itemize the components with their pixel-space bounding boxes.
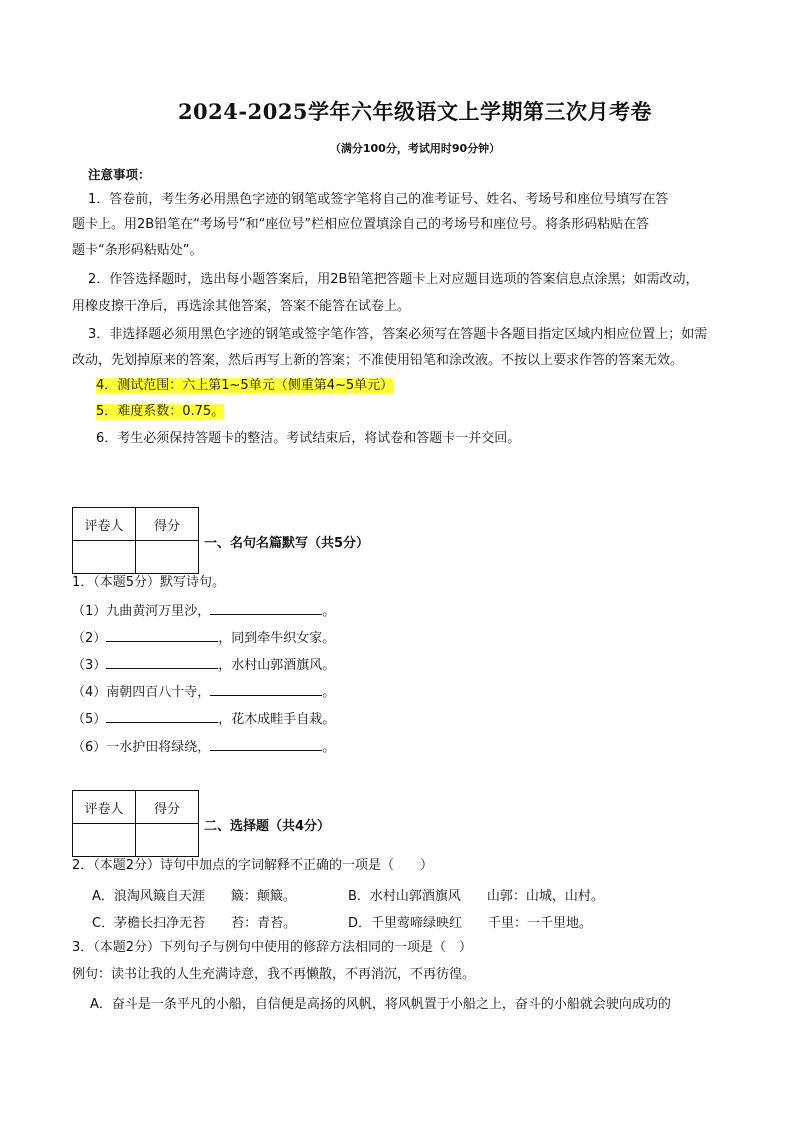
- q1-item-1: （1）九曲黄河万里沙， 。: [72, 604, 336, 619]
- notice-p4-highlight: 4．测试范围：六上第1~5单元（侧重第4~5单元）: [96, 378, 394, 393]
- grader-cell-2: 评卷人: [73, 791, 136, 824]
- q2-option-a[interactable]: A．浪淘风簸自天涯 簸：颠簸。: [92, 889, 296, 904]
- notice-p3-line2: 改动，先划掉原来的答案，然后再写上新的答案；不准使用铅笔和涂改液。不按以上要求作答的答案无效。: [72, 353, 684, 368]
- notice-p6: 6．考生必须保持答题卡的整洁。考试结束后，将试卷和答题卡一并交回。: [96, 431, 521, 446]
- section1-title: 一、名句名篇默写（共5分）: [204, 536, 370, 551]
- q3-option-a[interactable]: A．奋斗是一条平凡的小船，自信便是高扬的风帆，将风帆置于小船之上，奋斗的小船就会驶向成功的: [90, 997, 671, 1012]
- q1-item-3: （3） ，水村山郭酒旗风。: [72, 658, 336, 673]
- notice-p1-line3: 题卡“条形码粘贴处”。: [72, 243, 203, 258]
- notice-p2-line1: 2．作答选择题时，选出每小题答案后，用2B铅笔把答题卡上对应题目选项的答案信息点涂黑；如需改动，: [88, 272, 699, 287]
- answer-blank[interactable]: [106, 629, 218, 642]
- q1-item-5: （5） ，花木成畦手自栽。: [72, 712, 336, 727]
- q1-item-2: （2） ，同到牵牛织女家。: [72, 631, 336, 646]
- notice-p4: [96, 377, 393, 395]
- q2-option-b[interactable]: B．水村山郭酒旗风 山郭：山城，山村。: [348, 889, 604, 904]
- notice-p1-line2: 题卡上。用2B铅笔在“考场号”和“座位号”栏相应位置填涂自己的考场号和座位号。将条形码粘贴在答: [72, 217, 650, 232]
- q1-item-4: （4）南朝四百八十寺， 。: [72, 685, 336, 700]
- q3-example: 例句：读书让我的人生充满诗意，我不再懒散，不再消沉，不再彷徨。: [72, 967, 476, 982]
- q1-stem: 1．（本题5分）默写诗句。: [72, 575, 226, 590]
- score-box-1: [72, 507, 199, 574]
- score-blank-1: [136, 541, 199, 574]
- notice-label: 注意事项：: [88, 167, 151, 182]
- q2-option-d[interactable]: D．千里莺啼绿映红 千里：一千里地。: [348, 916, 593, 931]
- score-cell-1: 得分: [136, 508, 199, 541]
- grader-blank-2: [73, 824, 136, 857]
- q2-option-c[interactable]: C．茅檐长扫净无苔 苔：青苔。: [92, 916, 297, 931]
- answer-blank[interactable]: [106, 656, 218, 669]
- q2-stem: 2．（本题2分）诗句中加点的字词解释不正确的一项是（ ）: [72, 858, 434, 873]
- grader-blank-1: [73, 541, 136, 574]
- grader-cell-1: 评卷人: [73, 508, 136, 541]
- notice-p5-highlight: 5．难度系数：0.75。: [96, 404, 225, 419]
- q1-item-6: （6）一水护田将绿绕， 。: [72, 740, 336, 755]
- answer-blank[interactable]: [210, 738, 322, 751]
- answer-blank[interactable]: [210, 602, 322, 615]
- answer-blank[interactable]: [106, 710, 218, 723]
- score-box-2: [72, 790, 199, 857]
- notice-p3-line1: 3．非选择题必须用黑色字迹的钢笔或签字笔作答，答案必须写在答题卡各题目指定区域内相应位置上；如需: [88, 327, 708, 342]
- answer-blank[interactable]: [210, 683, 322, 696]
- notice-p1-line1: 1．答卷前，考生务必用黑色字迹的钢笔或签字笔将自己的准考证号、姓名、考场号和座位号填写在答: [88, 192, 669, 207]
- score-blank-2: [136, 824, 199, 857]
- score-cell-2: 得分: [136, 791, 199, 824]
- q3-stem: 3．（本题2分）下列句子与例句中使用的修辞方法相同的一项是（ ）: [72, 940, 473, 955]
- page-subtitle: （满分100分，考试用时90分钟）: [329, 142, 501, 155]
- section2-title: 二、选择题（共4分）: [204, 819, 331, 834]
- page-title: 2024-2025学年六年级语文上学期第三次月考卷: [177, 99, 653, 124]
- notice-p2-line2: 用橡皮擦干净后，再选涂其他答案，答案不能答在试卷上。: [72, 299, 411, 314]
- notice-p5: [96, 403, 224, 421]
